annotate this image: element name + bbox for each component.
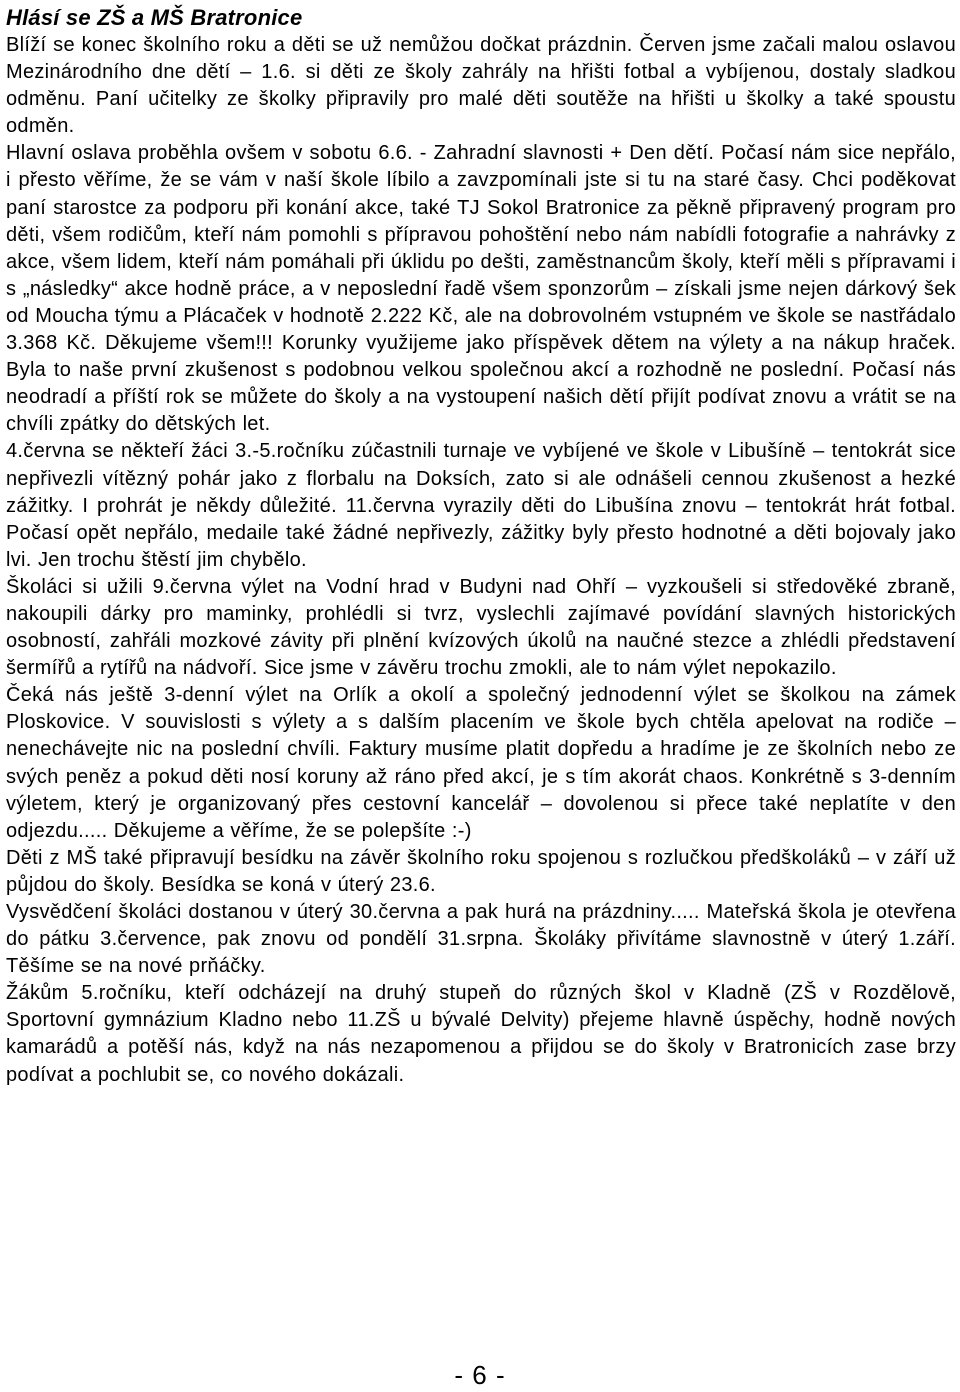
article-title: Hlásí se ZŠ a MŠ Bratronice: [6, 5, 303, 30]
paragraph-upcoming-trips: Čeká nás ještě 3-denní výlet na Orlík a okolí a společný jednodenní výlet se školkou na zámek Ploskovice. V souvislosti s výlety a s dalším placením ve škole bych chtěla apelovat na rodiče – nenechávejte nic na poslední chvíli. Faktury musíme platit dopředu a hradíme je ze školních nebo ze svých peněz a pokud děti nosí koruny až ráno před akcí, je s tím akorát chaos. Konkrétně s 3-denním výletem, který je organizovaný přes cestovní kancelář – dovolenou si přece také neplatíte v den odjezdu..... Děkujeme a věříme, že se polepšíte :-): [6, 684, 956, 842]
document-page: [6, 4, 956, 1089]
paragraph-kindergarten-party: Děti z MŠ také připravují besídku na závěr školního roku spojenou s rozlučkou předškoláků – v září už půjdou do školy. Besídka se koná v úterý 23.6.: [6, 846, 956, 896]
paragraph-garden-festival: Hlavní oslava proběhla ovšem v sobotu 6.6. - Zahradní slavnosti + Den dětí. Počasí nám sice nepřálo, i přesto věříme, že se vám v naší škole líbilo a zavzpomínali jste si tu na staré časy. Chci poděkovat paní starostce za podporu při konání akce, také TJ Sokol Bratronice za pěkně připravený program pro děti, všem rodičům, kteří nám pomohli s přípravou pohoštění nebo nám nabídli fotografie a nahrávky z akce, všem lidem, kteří nám pomáhali při úklidu po dešti, zaměstnancům školy, kteří měli s přípravami i s „následky“ akce hodně práce, a v neposlední řadě všem sponzorům – získali jsme nejen dárkový šek od Moucha týmu a Plácaček v hodnotě 2.222 Kč, ale na dobrovolném vstupném ve škole se nastřádalo 3.368 Kč. Děkujeme všem!!! Korunky využijeme jako příspěvek dětem na výlety a na nákup hraček. Byla to naše první zkušenost s podobnou velkou společnou akcí a rozhodně ne poslední. Počasí nás neodradí a příští rok se můžete do školy a na vystoupení našich dětí přijít podívat znovu a vrátit se na chvíli zpátky do dětských let.: [6, 142, 956, 436]
paragraph-fifth-graders: Žákům 5.ročníku, kteří odcházejí na druhý stupeň do různých škol v Kladně (ZŠ v Rozdělově, Sportovní gymnázium Kladno nebo 11.ZŠ u bývalé Delvity) přejeme hlavně úspěchy, hodně nových kamarádů a potěší nás, když na nás nezapomenou a přijdou se do školy v Bratronicích zase brzy podívat a pochlubit se, co nového dokázali.: [6, 982, 956, 1086]
paragraph-school-reports: Vysvědčení školáci dostanou v úterý 30.června a pak hurá na prázdniny..... Mateřská škola je otevřena do pátku 3.července, pak znovu od pondělí 31.srpna. Školáky přivítáme slavnostně v úterý 1.září. Těšíme se na nové prňáčky.: [6, 901, 956, 978]
paragraph-childrens-day: Blíží se konec školního roku a děti se už nemůžou dočkat prázdnin. Červen jsme začali malou oslavou Mezinárodního dne dětí – 1.6. si děti ze školy zahrály na hřišti fotbal a vybíjenou, dostaly sladkou odměnu. Paní učitelky ze školky připravily pro malé děti soutěže na hřišti u školky a také spoustu odměn.: [6, 34, 956, 138]
page-number: - 6 -: [454, 1360, 506, 1390]
paragraph-castle-trip: Školáci si užili 9.června výlet na Vodní hrad v Budyni nad Ohří – vyzkoušeli si středověké zbraně, nakoupili dárky pro maminky, prohlédli si tvrz, vyslechli zajímavé povídání slavných historických osobností, zahřáli mozkové závity při plnění kvízových úkolů na naučné stezce a zhlédli představení šermířů a rytířů na nádvoří. Sice jsme v závěru trochu zmokli, ale to nám výlet nepokazilo.: [6, 575, 956, 680]
paragraph-tournaments: 4.června se někteří žáci 3.-5.ročníku zúčastnili turnaje ve vybíjené ve škole v Libušíně – tentokrát sice nepřivezli vítězný pohár jako z florbalu na Doksích, zato si ale odnášeli cennou zkušenost a hezké zážitky. I prohrát je někdy důležité. 11.června vyrazily děti do Libušína znovu – tentokrát hrát fotbal. Počasí opět nepřálo, medaile také žádné nepřivezly, zážitky byly přesto hodnotné a děti bojovaly jako lvi. Jen trochu štěstí jim chybělo.: [6, 440, 956, 571]
